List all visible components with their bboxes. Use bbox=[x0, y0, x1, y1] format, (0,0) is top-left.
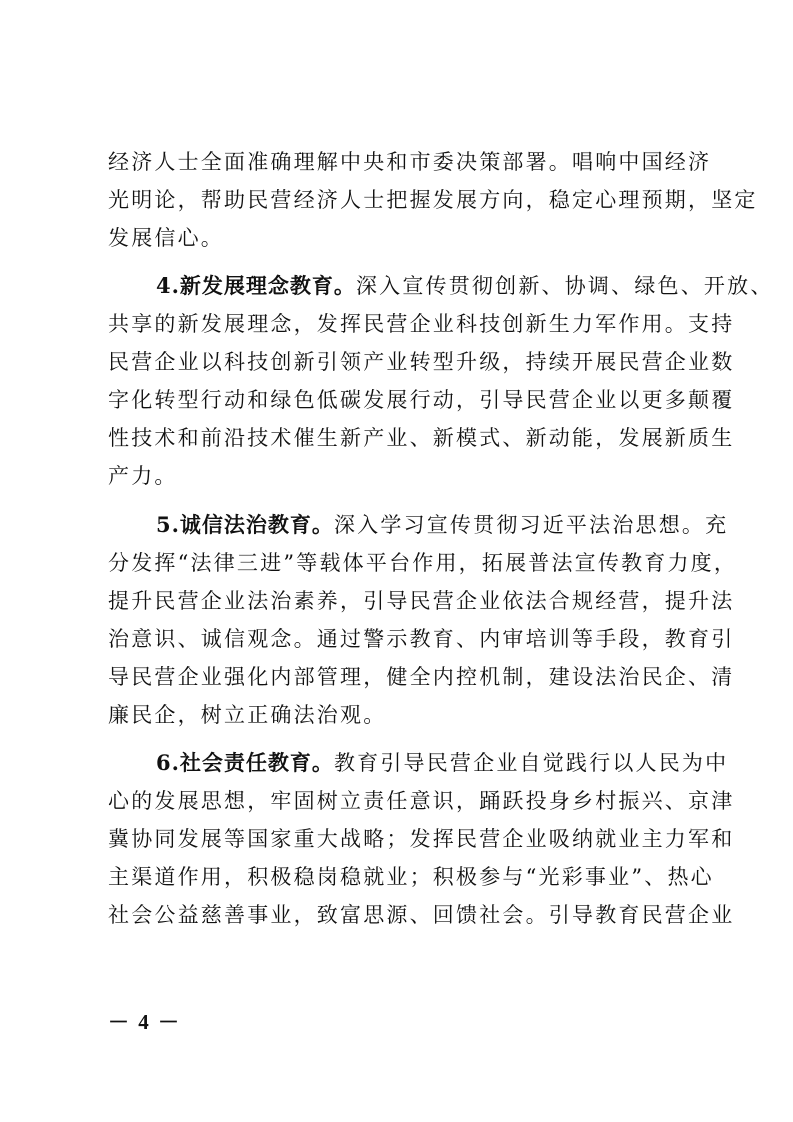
paragraph-line: 发展信心。 bbox=[108, 226, 224, 250]
page-number: － 4 － bbox=[108, 1010, 181, 1034]
paragraph-line: 冀协同发展等国家重大战略；发挥民营企业吸纳就业主力军和 bbox=[108, 827, 735, 851]
section-6-lead-text: 教育引导民营企业自觉践行以人民为中 bbox=[333, 751, 729, 775]
paragraph-line: 分发挥“法律三进”等载体平台作用，拓展普法宣传教育力度， bbox=[108, 551, 738, 575]
section-6-heading: 6.社会责任教育。 bbox=[156, 750, 334, 775]
paragraph-line: 社会公益慈善事业，致富思源、回馈社会。引导教育民营企业 bbox=[108, 903, 735, 927]
paragraph-line: 经济人士全面准确理解中央和市委决策部署。唱响中国经济 bbox=[108, 150, 712, 174]
paragraph-line: 产力。 bbox=[108, 464, 178, 488]
section-5-heading: 5.诚信法治教育。 bbox=[156, 512, 334, 537]
section-4-lead-text: 深入宣传贯彻创新、协调、绿色、开放、 bbox=[355, 274, 774, 298]
section-5-lead-text: 深入学习宣传贯彻习近平法治思想。充 bbox=[333, 513, 729, 537]
section-4-paragraph bbox=[108, 267, 774, 495]
paragraph-line: 性技术和前沿技术催生新产业、新模式、新动能，发展新质生 bbox=[108, 426, 735, 450]
paragraph-line: 字化转型行动和绿色低碳发展行动，引导民营企业以更多颠覆 bbox=[108, 388, 735, 412]
paragraph-line: 心的发展思想，牢固树立责任意识，踊跃投身乡村振兴、京津 bbox=[108, 789, 735, 813]
section-4-heading: 4.新发展理念教育。 bbox=[156, 273, 356, 298]
section-6-paragraph bbox=[108, 744, 735, 934]
paragraph-line: 主渠道作用，积极稳岗稳就业；积极参与“光彩事业”、热心 bbox=[108, 865, 714, 889]
intro-paragraph bbox=[108, 143, 758, 257]
paragraph-line: 共享的新发展理念，发挥民营企业科技创新生力军作用。支持 bbox=[108, 312, 735, 336]
paragraph-line: 光明论，帮助民营经济人士把握发展方向，稳定心理预期，坚定 bbox=[108, 188, 758, 212]
section-first-line bbox=[108, 744, 729, 782]
paragraph-line: 民营企业以科技创新引领产业转型升级，持续开展民营企业数 bbox=[108, 350, 735, 374]
section-5-paragraph bbox=[108, 506, 738, 734]
paragraph-line: 提升民营企业法治素养，引导民营企业依法合规经营，提升法 bbox=[108, 589, 735, 613]
paragraph-line: 导民营企业强化内部管理，健全内控机制，建设法治民企、清 bbox=[108, 665, 735, 689]
section-first-line bbox=[108, 267, 774, 305]
paragraph-line: 治意识、诚信观念。通过警示教育、内审培训等手段，教育引 bbox=[108, 627, 735, 651]
paragraph-line: 廉民企，树立正确法治观。 bbox=[108, 703, 387, 727]
section-first-line bbox=[108, 506, 729, 544]
